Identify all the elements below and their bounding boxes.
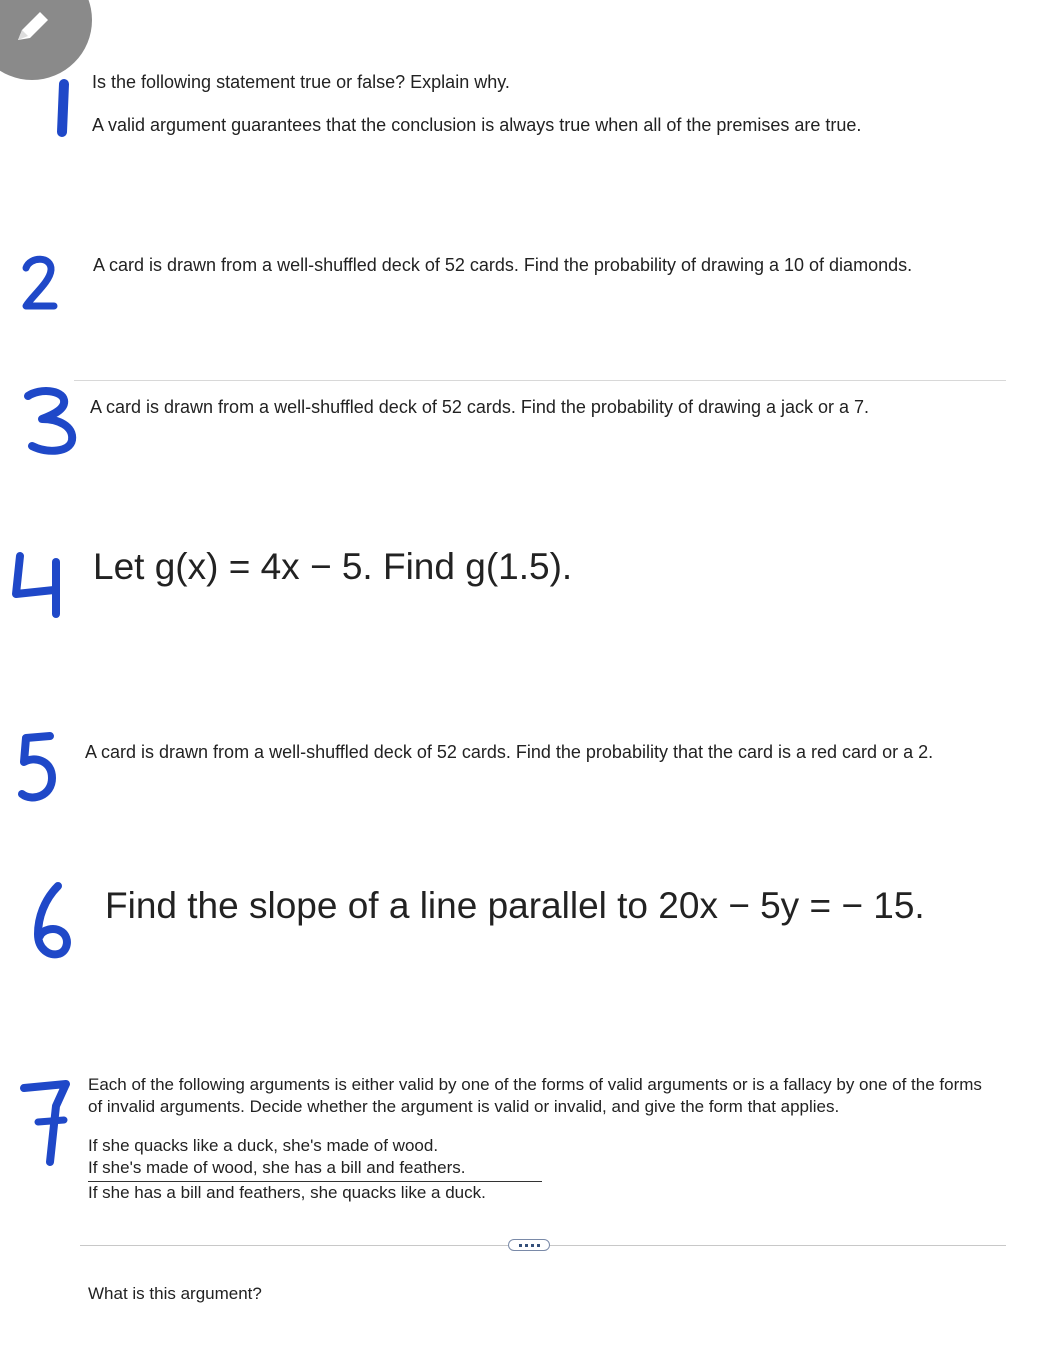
handwritten-number-3 (18, 386, 80, 458)
followup-question: What is this argument? (88, 1284, 262, 1303)
question-5-prompt: A card is drawn from a well-shuffled deck of 52 cards. Find the probability that the card is a red card or a 2. (85, 742, 934, 762)
handwritten-number-2 (18, 252, 60, 316)
pencil-icon (12, 8, 52, 48)
argument-conclusion: If she has a bill and feathers, she quacks like a duck. (88, 1183, 486, 1202)
question-1-prompt: Is the following statement true or false? Explain why. (92, 72, 510, 92)
question-6-prompt: Find the slope of a line parallel to 20x − 5y = − 15. (105, 885, 925, 926)
edit-pencil-button[interactable] (0, 0, 92, 80)
question-divider (74, 380, 1006, 381)
handwritten-number-1 (50, 78, 76, 140)
handwritten-number-6 (28, 878, 76, 962)
question-1-statement: A valid argument guarantees that the conclusion is always true when all of the premises are true. (92, 115, 862, 135)
question-4-prompt: Let g(x) = 4x − 5. Find g(1.5). (93, 546, 573, 587)
handwritten-number-5 (14, 726, 58, 808)
argument-premise-1: If she quacks like a duck, she's made of wood. (88, 1136, 439, 1155)
question-3-prompt: A card is drawn from a well-shuffled deck of 52 cards. Find the probability of drawing a jack or a 7. (90, 397, 870, 417)
handwritten-number-4 (6, 550, 66, 624)
expand-more-button[interactable] (508, 1239, 550, 1251)
ellipsis-icon (519, 1244, 522, 1247)
question-2-prompt: A card is drawn from a well-shuffled deck of 52 cards. Find the probability of drawing a 10 of diamonds. (93, 255, 913, 275)
question-7-instructions: Each of the following arguments is either valid by one of the forms of valid arguments or is a fallacy by one of the forms of invalid arguments. Decide whether the argument is valid or invalid, and give the form that applies. (88, 1075, 982, 1116)
argument-premise-2: If she's made of wood, she has a bill and feathers. (88, 1158, 466, 1177)
handwritten-number-7 (16, 1076, 74, 1170)
